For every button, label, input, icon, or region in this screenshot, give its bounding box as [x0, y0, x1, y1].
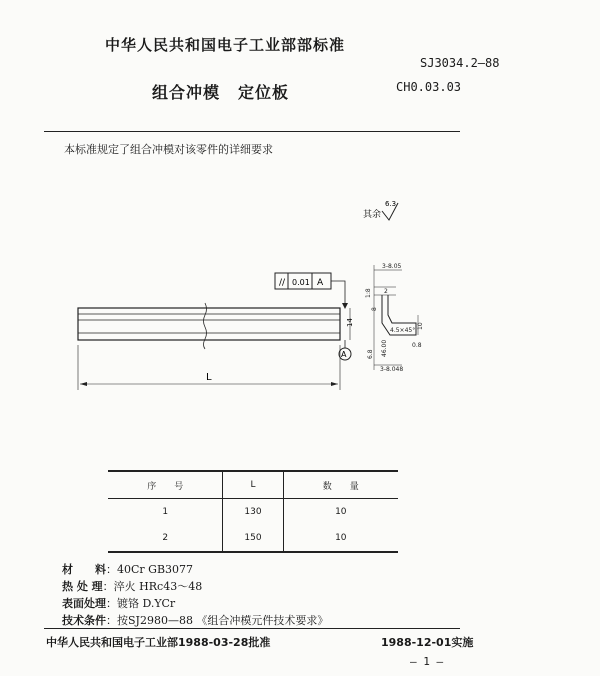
tolerance-datum: A [317, 278, 324, 288]
spec-value: 淬火 HRc43～48 [113, 580, 203, 593]
part-drawing [60, 195, 480, 395]
spec-key: 材 料 [62, 563, 106, 576]
title-part: 定位板 [238, 83, 290, 102]
spec-value: 镀铬 D.YCr [117, 597, 176, 610]
plate-front-view [78, 303, 340, 349]
spec-value: 按SJ2980—88 《组合冲模元件技术要求》 [117, 614, 329, 627]
dim-46: 46.00 [381, 339, 388, 357]
datum-label: A [341, 350, 347, 359]
table-row [108, 499, 398, 526]
dim-6-8: 6.8 [367, 349, 374, 359]
table-row [108, 525, 398, 552]
dim-2: 2 [384, 288, 388, 295]
col-header-quantity: 数 量 [283, 471, 398, 499]
table-cell: 150 [223, 525, 283, 552]
intro-text: 本标准规定了组合冲模对该零件的详细要求 [64, 143, 273, 156]
col-header-index: 序 号 [147, 481, 184, 492]
dim-0-8: 0.8 [412, 342, 422, 349]
implementation-date: 1988-12-01实施 [381, 636, 474, 649]
spec-key: 热 处 理 [62, 580, 103, 593]
table-cell: 130 [223, 499, 283, 526]
tolerance-value: 0.01 [292, 278, 310, 287]
table-header-row [108, 471, 398, 499]
title-main: 组合冲模 [152, 83, 221, 102]
dim-chamfer: 4.5×45° [390, 327, 416, 334]
dim-3-8-048: 3-8.048 [380, 366, 404, 373]
table-cell: 2 [162, 533, 169, 543]
spec-technical-conditions: 技术条件：按SJ2980—88 《组合冲模元件技术要求》 [62, 614, 329, 627]
surface-finish-value: 6.3 [385, 200, 397, 208]
standard-code: SJ3034.2—88 [420, 56, 500, 70]
spec-value: 40Cr GB3077 [117, 563, 194, 576]
table-cell: 1 [162, 507, 169, 517]
table-cell: 10 [283, 499, 398, 526]
footer-rule [44, 628, 460, 629]
height-dim: 14 [346, 318, 354, 327]
parallelism-symbol: // [279, 278, 286, 288]
surface-finish-label: 其余 [363, 210, 382, 220]
spec-surface-treatment: 表面处理：镀铬 D.YCr [62, 597, 176, 610]
part-code: CH0.03.03 [396, 80, 462, 94]
header-rule [44, 131, 460, 132]
dim-taper: 1:8 [365, 288, 372, 298]
issuing-organization: 中华人民共和国电子工业部部标准 [105, 36, 346, 54]
length-dim: L [206, 372, 212, 383]
spec-material: 材 料：40Cr GB3077 [62, 563, 194, 576]
page-number: — 1 — [410, 655, 444, 668]
spec-heat-treatment: 热 处 理：淬火 HRc43～48 [62, 580, 203, 593]
dim-8: 8 [371, 307, 378, 311]
spec-key: 技术条件 [62, 614, 106, 627]
table-cell: 10 [283, 525, 398, 552]
col-header-length: L [223, 471, 283, 499]
dim-10: 10 [417, 322, 424, 330]
dim-3-8-05: 3-8.05 [382, 263, 402, 270]
spec-key: 表面处理 [62, 597, 106, 610]
approval-line: 中华人民共和国电子工业部1988-03-28批准 [46, 636, 271, 649]
document-title [152, 80, 289, 103]
parts-table [108, 470, 398, 553]
